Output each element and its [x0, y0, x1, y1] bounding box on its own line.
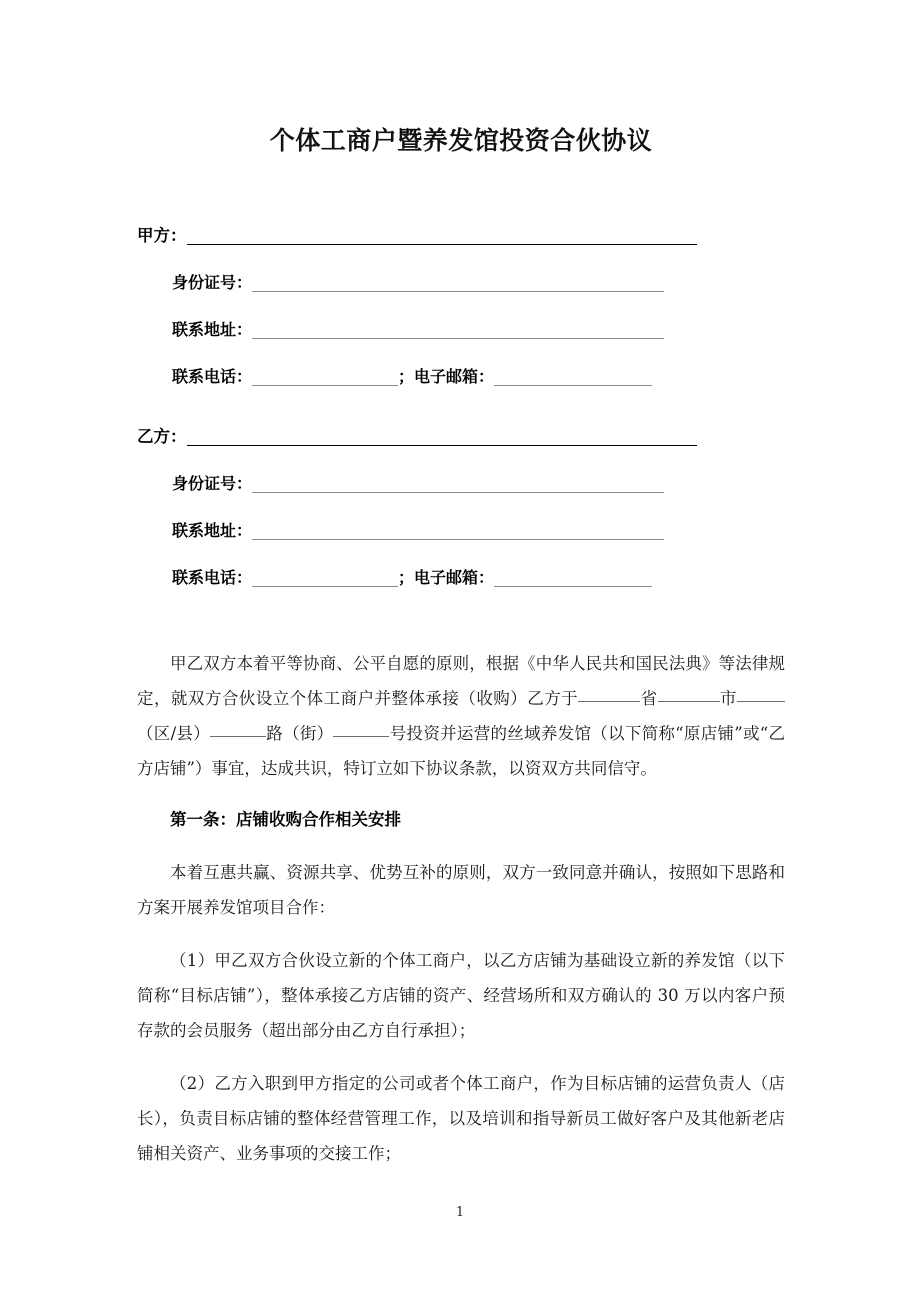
party-b-address-row — [137, 498, 785, 545]
preamble-city-blank[interactable] — [658, 686, 720, 702]
party-b-contact-row — [137, 545, 785, 592]
party-b-phone-label: 联系电话： — [172, 568, 253, 587]
section-1-item-1: （1）甲乙双方合伙设立新的个体工商户，以乙方店铺为基础设立新的养发馆（以下简称“目标店铺”），整体承接乙方店铺的资产、经营场所和双方确认的 30 万以内客户预存款的会员服务（超出部分由乙方自行承担）； — [137, 951, 785, 1040]
party-a-phone-blank[interactable] — [252, 385, 398, 386]
party-a-id-blank[interactable] — [252, 291, 664, 292]
party-a-name-row — [137, 210, 785, 250]
party-a-block — [137, 210, 785, 391]
page-title: 个体工商户暨养发馆投资合伙协议 — [269, 126, 653, 155]
party-a-email-label: 电子邮箱： — [414, 367, 495, 386]
section-1-intro: 本着互惠共赢、资源共享、优势互补的原则，双方一致同意并确认，按照如下思路和方案开展养发馆项目合作： — [137, 863, 785, 917]
party-a-name-blank[interactable] — [187, 244, 697, 245]
section-heading-1: 第一条：店铺收购合作相关安排 — [170, 810, 401, 829]
party-b-id-row — [137, 451, 785, 498]
preamble-district-unit: （区/县） — [137, 724, 211, 743]
preamble-province-unit: 省 — [640, 689, 658, 708]
party-b-phone-blank[interactable] — [252, 586, 398, 587]
preamble-road-unit: 路（街） — [266, 724, 334, 743]
section-1-item-2: （2）乙方入职到甲方指定的公司或者个体工商户，作为目标店铺的运营负责人（店长），负责目标店铺的整体经营管理工作，以及培训和指导新员工做好客户及其他新老店铺相关资产、业务事项的交接工作； — [137, 1074, 785, 1163]
party-a-contact-row — [137, 344, 785, 391]
document-content — [137, 0, 785, 1171]
party-b-block — [137, 411, 785, 592]
party-b-name-row — [137, 411, 785, 451]
preamble-number-blank[interactable] — [333, 721, 389, 737]
party-b-label: 乙方： — [137, 427, 187, 446]
preamble-number-unit: 号投资并运营的丝域养发馆 — [389, 724, 592, 743]
party-b-email-label: 电子邮箱： — [414, 568, 495, 587]
preamble-text-part-1: 甲乙双方本着平等协商、公平自愿的原则，根据《中华人民共和国民法典》等法律规定，就双方合伙设立个体工商户并整体承接（收购）乙方于 — [137, 654, 785, 708]
preamble-city-unit: 市 — [719, 689, 738, 708]
party-b-address-blank[interactable] — [252, 539, 664, 540]
party-a-address-blank[interactable] — [252, 338, 664, 339]
party-b-name-blank[interactable] — [187, 445, 697, 446]
party-b-id-label: 身份证号： — [172, 474, 253, 493]
party-b-email-blank[interactable] — [494, 586, 652, 587]
preamble-road-blank[interactable] — [210, 721, 266, 737]
party-b-address-label: 联系地址： — [172, 521, 253, 540]
preamble-paragraph — [137, 646, 785, 786]
preamble-province-blank[interactable] — [578, 686, 640, 702]
preamble-text-part-2: （以下简称“原店铺”或“乙方店铺”）事宜，达成共识，特订立如下协议条款，以资双方共同信守。 — [137, 724, 786, 778]
party-b-contact-separator: ； — [398, 568, 415, 587]
party-a-email-blank[interactable] — [494, 385, 652, 386]
preamble-district-blank[interactable] — [737, 686, 785, 702]
party-a-phone-label: 联系电话： — [172, 367, 253, 386]
party-a-address-label: 联系地址： — [172, 320, 253, 339]
party-a-contact-separator: ； — [398, 367, 415, 386]
party-b-id-blank[interactable] — [252, 492, 664, 493]
party-a-id-row — [137, 250, 785, 297]
page-number: 1 — [455, 1205, 465, 1220]
party-a-address-row — [137, 297, 785, 344]
party-a-label: 甲方： — [137, 226, 187, 245]
party-a-id-label: 身份证号： — [172, 273, 253, 292]
